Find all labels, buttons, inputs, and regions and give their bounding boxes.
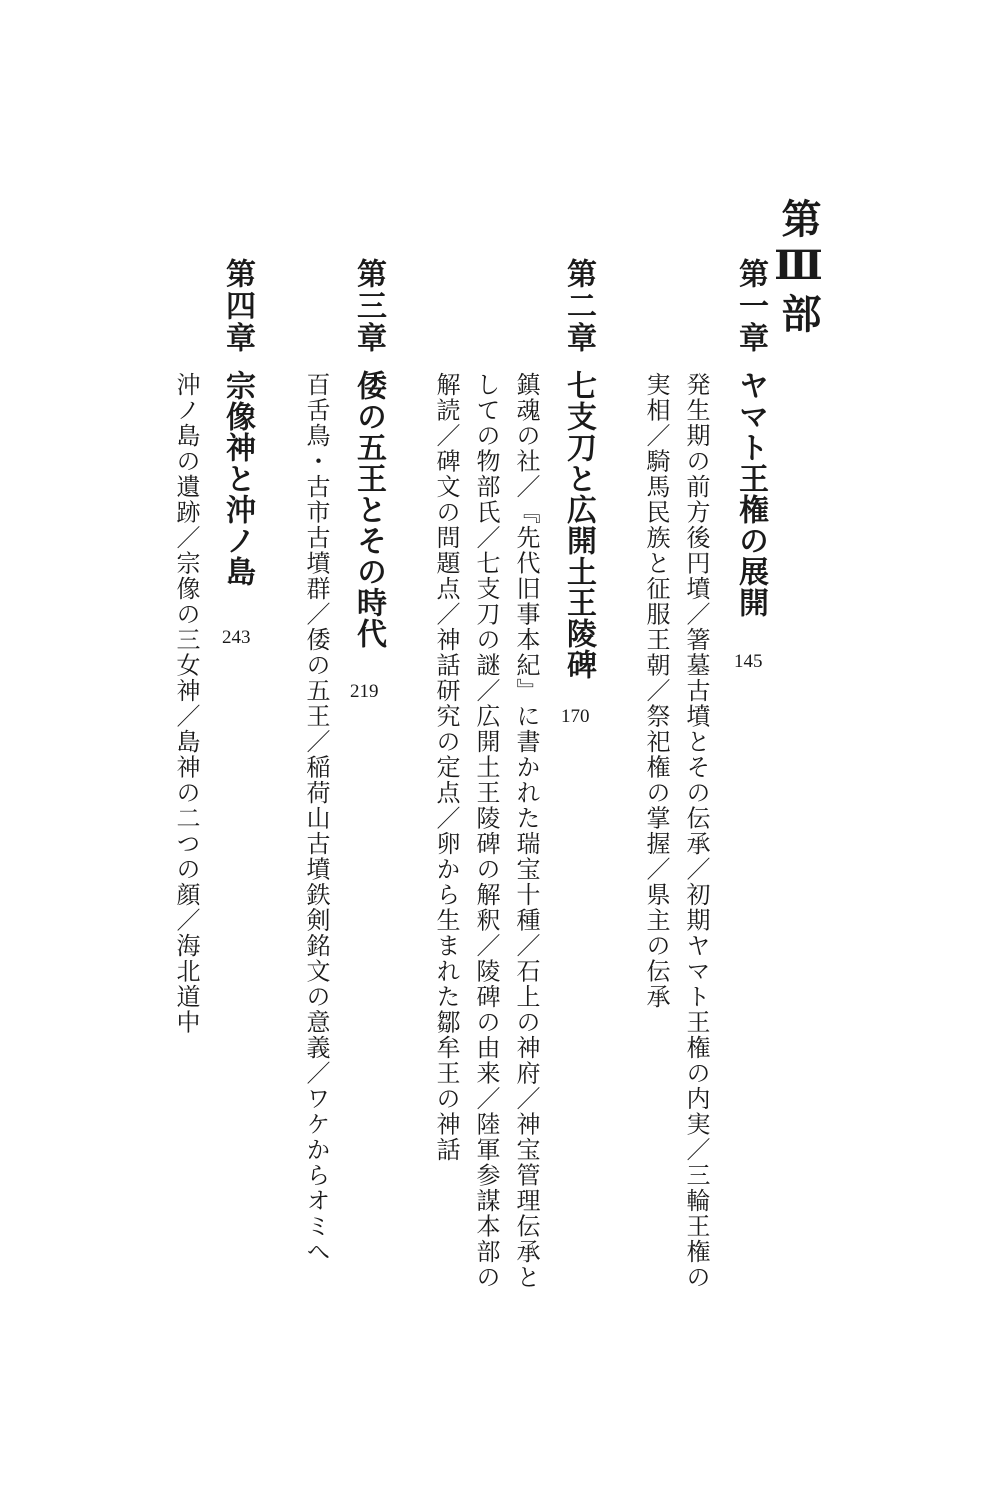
chapter-1-page: 145 <box>734 651 763 672</box>
chapter-2-subsections-line-2: しての物部氏／七支刀の謎／広開土王陵碑の解釈／陵碑の由来／陸軍参謀本部の <box>472 372 500 1290</box>
chapter-1-number: 第一章 <box>733 258 768 354</box>
chapter-2-number: 第二章 <box>561 258 596 354</box>
chapter-2-subsections-line-3: 解読／碑文の問題点／神話研究の定点／卵から生まれた鄒牟王の神話 <box>432 372 460 1163</box>
chapter-4-number: 第四章 <box>220 258 255 354</box>
chapter-3-subsections-line-1: 百舌鳥・古市古墳群／倭の五王／稲荷山古墳鉄剣銘文の意義／ワケからオミへ <box>302 372 330 1265</box>
chapter-2-subsections-line-1: 鎮魂の社／『先代旧事本紀』に書かれた瑞宝十種／石上の神府／神宝管理伝承と <box>512 372 540 1290</box>
chapter-1-subsections-line-2: 実相／騎馬民族と征服王朝／祭祀権の掌握／県主の伝承 <box>642 372 670 1010</box>
chapter-4-page: 243 <box>222 627 251 648</box>
chapter-4-subsections-line-1: 沖ノ島の遺跡／宗像の三女神／島神の二つの顔／海北道中 <box>172 372 200 1035</box>
part-title: 第Ⅲ部 <box>775 198 822 337</box>
chapter-1-title: ヤマト王権の展開 <box>733 370 768 618</box>
chapter-3-page: 219 <box>350 681 379 702</box>
chapter-4-title: 宗像神と沖ノ島 <box>220 370 255 587</box>
chapter-3-title: 倭の五王とその時代 <box>351 370 386 649</box>
chapter-2-title: 七支刀と広開土王陵碑 <box>561 370 596 680</box>
chapter-1-subsections-line-1: 発生期の前方後円墳／箸墓古墳とその伝承／初期ヤマト王権の内実／三輪王権の <box>682 372 710 1290</box>
chapter-3-number: 第三章 <box>351 258 386 354</box>
chapter-2-page: 170 <box>561 706 590 727</box>
